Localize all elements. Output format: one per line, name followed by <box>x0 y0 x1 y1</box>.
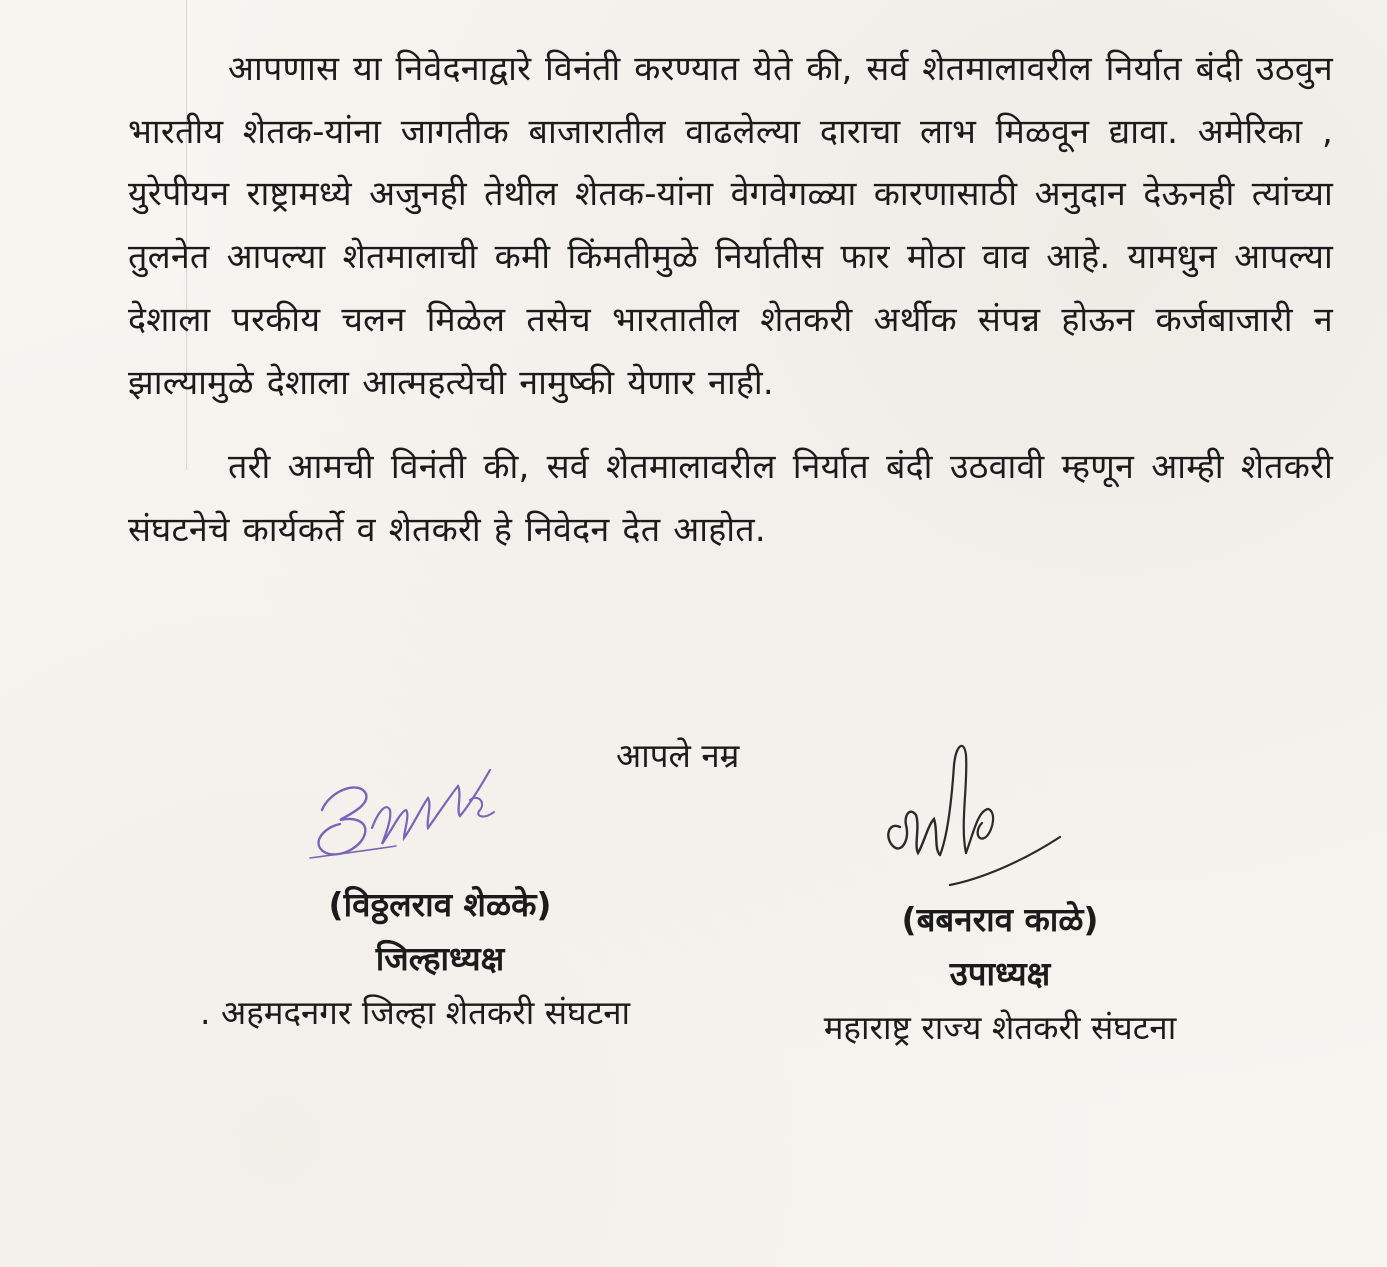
signature-right-image <box>870 735 1070 895</box>
signatory-left <box>190 878 690 1040</box>
signatory-left-name: (विठ्ठलराव शेळके) <box>328 885 552 924</box>
letter-body <box>128 38 1333 562</box>
signatory-right-organization: महाराष्ट्र राज्य शेतकरी संघटना <box>823 1008 1177 1047</box>
signatory-right-role: उपाध्यक्ष <box>949 954 1051 993</box>
signatory-right-name: (बबनराव काळे) <box>901 900 1099 939</box>
closing-salutation: आपले नम्र <box>616 736 740 775</box>
letter-paragraph-1: आपणास या निवेदनाद्वारे विनंती करण्यात येते की, सर्व शेतमालावरील निर्यात बंदी उठवुन भारतीय शेतक-यांना जागतीक बाजारातील वाढलेल्या दाराचा लाभ मिळवून द्यावा. अमेरिका , युरेपीयन राष्ट्रामध्ये अजुनही तेथील शेतक-यांना वेगवेगळ्या कारणासाठी अनुदान देऊनही त्यांच्या तुलनेत आपल्या शेतमालाची कमी किंमतीमुळे निर्यातीस फार मोठा वाव आहे. यामधुन आपल्या देशाला परकीय चलन मिळेल तसेच भारतातील शेतकरी अर्थीक संपन्न होऊन कर्जबाजारी न झाल्यामुळे देशाला आत्महत्येची नामुष्की येणार नाही. <box>128 49 1333 403</box>
signature-left-image <box>300 750 530 880</box>
letter-paragraph-2: तरी आमची विनंती की, सर्व शेतमालावरील निर्यात बंदी उठवावी म्हणून आम्ही शेतकरी संघटनेचे कार्यकर्ते व शेतकरी हे निवेदन देत आहोत. <box>128 447 1333 550</box>
signatory-left-organization: . अहमदनगर जिल्हा शेतकरी संघटना <box>200 993 631 1032</box>
signatory-right <box>780 893 1220 1055</box>
signatory-left-role: जिल्हाध्यक्ष <box>375 939 505 978</box>
